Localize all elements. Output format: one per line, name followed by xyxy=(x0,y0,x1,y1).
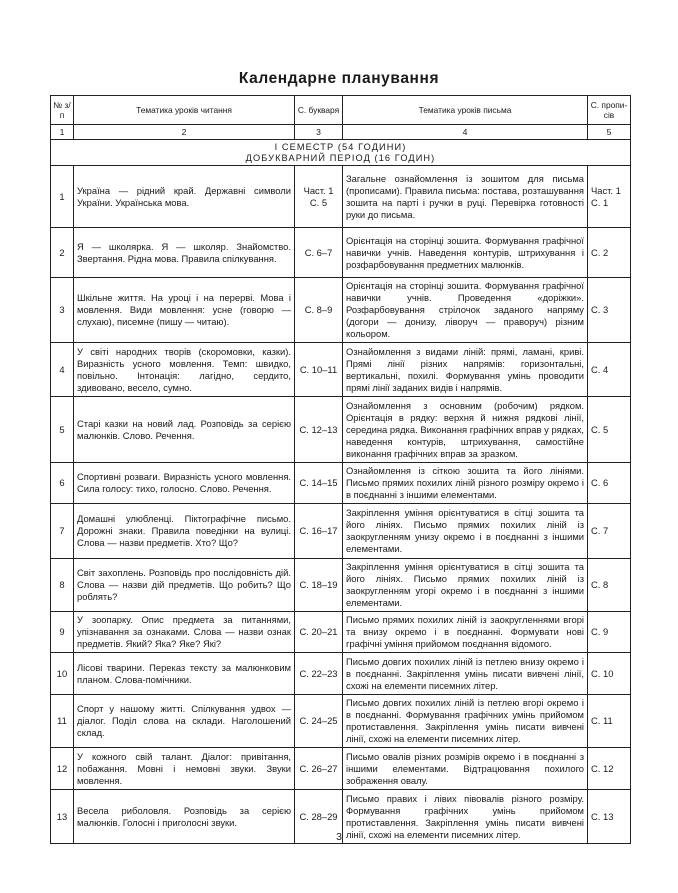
reading-topic: Я — школярка. Я — школяр. Знайомство. Звертання. Рідна мова. Правила спілкування. xyxy=(74,228,295,278)
col-header-primer-page: С. букваря xyxy=(295,96,343,125)
writing-topic: Письмо довгих похилих ліній із петлею вгорі окремо і в поєднанні. Формування графічних умінь прийомом протиставлення. Закріплення умінь писати вивчені лінії, схожі на елементи писемних літер. xyxy=(343,695,588,748)
writing-topic: Письмо правих і лівих півовалів різного розміру. Формування графічних умінь прийомом протиставлення. Закріплення умінь писати вивчені лінії, схожі на елементи писемних літер. xyxy=(343,790,588,844)
lesson-row xyxy=(51,695,631,748)
reading-topic: Домашні улюбленці. Піктографічне письмо. Дорожні знаки. Правила поведінки на вулиці. Слова — назви предметів. Хто? Що? xyxy=(74,504,295,559)
copybook-page: С. 11 xyxy=(588,695,631,748)
column-number: 3 xyxy=(295,125,343,140)
reading-topic: Спорт у нашому житті. Спілкування удвох — діалог. Поділ слова на склади. Наголошений склад. xyxy=(74,695,295,748)
col-header-writing: Тематика уроків письма xyxy=(343,96,588,125)
primer-page: С. 22–23 xyxy=(295,653,343,695)
semester-heading xyxy=(51,140,631,166)
reading-topic: Весела риболовля. Розповідь за серією малюнків. Голосні і приголосні звуки. xyxy=(74,790,295,844)
writing-topic: Письмо овалів різних розмірів окремо і в поєднанні з іншими елементами. Відтрацювання похилого зображення овалу. xyxy=(343,748,588,790)
writing-topic: Орієнтація на сторінці зошита. Формування графічної навички учнів. Наведення контурів, штрихування і розфарбовування предметних малюнків. xyxy=(343,228,588,278)
reading-topic: Світ захоплень. Розповідь про послідовність дій. Слова — назви дій предметів. Що робить? Що роблять? xyxy=(74,559,295,612)
primer-page: С. 24–25 xyxy=(295,695,343,748)
lesson-number: 11 xyxy=(51,695,74,748)
writing-topic: Закріплення уміння орієнтуватися в сітці зошита та його лініях. Письмо прямих похилих ліній із заокругленням угорі окремо і в поєднанні з іншими елементами. xyxy=(343,559,588,612)
period-title: ДОБУКВАРНИЙ ПЕРІОД (16 ГОДИН) xyxy=(245,152,436,163)
lesson-row xyxy=(51,612,631,653)
lesson-number: 7 xyxy=(51,504,74,559)
primer-page: С. 14–15 xyxy=(295,463,343,504)
writing-topic: Орієнтація на сторінці зошита. Формування графічної навички учнів. Проведення «доріжки». Розфарбовування стрілочок заданого напряму (догори — донизу, ліворуч — праворуч) різним кольором. xyxy=(343,278,588,343)
primer-page: С. 28–29 xyxy=(295,790,343,844)
reading-topic: Спортивні розваги. Виразність усного мовлення. Сила голосу: тихо, голосно. Слово. Речення. xyxy=(74,463,295,504)
column-number: 5 xyxy=(588,125,631,140)
lesson-number: 3 xyxy=(51,278,74,343)
writing-topic: Закріплення уміння орієнтуватися в сітці зошита та його лініях. Письмо прямих похилих ліній із заокругленням унизу окремо і в поєднанні з іншими елементами. xyxy=(343,504,588,559)
copybook-page: С. 10 xyxy=(588,653,631,695)
page-title: Календарне планування xyxy=(238,70,440,87)
primer-page: С. 18–19 xyxy=(295,559,343,612)
lesson-row xyxy=(51,463,631,504)
lesson-number: 12 xyxy=(51,748,74,790)
lesson-row xyxy=(51,504,631,559)
writing-topic: Письмо прямих похилих ліній із заокругленнями вгорі та внизу окремо і в поєднанні. Формувати нові графічні уміння прийомом поєднання відомого. xyxy=(343,612,588,653)
copybook-page: Част. 1 С. 1 xyxy=(588,166,631,228)
column-number-row xyxy=(51,125,631,140)
copybook-page: С. 3 xyxy=(588,278,631,343)
reading-topic: У світі народних творів (скоромовки, казки). Виразність усного мовлення. Темп: швидко, повільно. Інтонація: лагідно, сердито, здивовано, весело, сумно. xyxy=(74,343,295,397)
copybook-page: С. 5 xyxy=(588,397,631,463)
lesson-number: 9 xyxy=(51,612,74,653)
lesson-number: 13 xyxy=(51,790,74,844)
lesson-number: 8 xyxy=(51,559,74,612)
reading-topic: У кожного свій талант. Діалог: привітання, побажання. Мовні і немовні звуки. Звуки мовлення. xyxy=(74,748,295,790)
lesson-number: 4 xyxy=(51,343,74,397)
primer-page: Част. 1 С. 5 xyxy=(295,166,343,228)
header-row xyxy=(51,96,631,125)
col-header-copybook-page: С. пропи-сів xyxy=(588,96,631,125)
lesson-number: 10 xyxy=(51,653,74,695)
writing-topic: Письмо довгих похилих ліній із петлею внизу окремо і в поєднанні. Закріплення умінь писати вивчені лінії, схожі на елементи писемних літер. xyxy=(343,653,588,695)
copybook-page: С. 12 xyxy=(588,748,631,790)
lesson-row xyxy=(51,278,631,343)
column-number: 1 xyxy=(51,125,74,140)
copybook-page: С. 9 xyxy=(588,612,631,653)
semester-title: І СЕМЕСТР (54 ГОДИНИ) xyxy=(274,142,407,152)
copybook-page: С. 8 xyxy=(588,559,631,612)
reading-topic: Старі казки на новий лад. Розповідь за серією малюнків. Слово. Речення. xyxy=(74,397,295,463)
reading-topic: У зоопарку. Опис предмета за питаннями, упізнавання за ознаками. Слова — назви ознак предметів. Який? Яка? Яке? Які? xyxy=(74,612,295,653)
writing-topic: Ознайомлення із сіткою зошита та його лініями. Письмо прямих похилих ліній різного розміру окремо і в поєднанні з іншими елементами. xyxy=(343,463,588,504)
planning-table xyxy=(50,95,631,844)
primer-page: С. 10–11 xyxy=(295,343,343,397)
primer-page: С. 20–21 xyxy=(295,612,343,653)
writing-topic: Ознайомлення з видами ліній: прямі, ламані, криві. Прямі лінії різних напрямів: горизонтальні, вертикальні, похилі. Формування умінь проводити прямі лінії заданих видів і напрямів. xyxy=(343,343,588,397)
col-header-reading: Тематика уроків читання xyxy=(74,96,295,125)
writing-topic: Загальне ознайомлення із зошитом для письма (прописами). Правила письма: постава, розташування зошита на парті і ручки в руці. Перевірка готовності руки до письма. xyxy=(343,166,588,228)
primer-page: С. 26–27 xyxy=(295,748,343,790)
copybook-page: С. 4 xyxy=(588,343,631,397)
primer-page: С. 16–17 xyxy=(295,504,343,559)
lesson-row xyxy=(51,166,631,228)
lesson-number: 1 xyxy=(51,166,74,228)
page-number: 3 xyxy=(336,831,342,843)
column-number: 2 xyxy=(74,125,295,140)
primer-page: С. 12–13 xyxy=(295,397,343,463)
copybook-page: С. 7 xyxy=(588,504,631,559)
copybook-page: С. 13 xyxy=(588,790,631,844)
lesson-row xyxy=(51,397,631,463)
lesson-row xyxy=(51,653,631,695)
writing-topic: Ознайомлення з основним (робочим) рядком. Орієнтація в рядку: верхня й нижня рядкові лінії, середина рядка. Виконання графічних вправ у рядках, наведення контурів, штрихування, самостійне виконання графічних вправ за зразком. xyxy=(343,397,588,463)
lesson-number: 5 xyxy=(51,397,74,463)
reading-topic: Шкільне життя. На уроці і на перерві. Мова і мовлення. Види мовлення: усне (говорю — слухаю), писемне (пишу — читаю). xyxy=(74,278,295,343)
copybook-page: С. 6 xyxy=(588,463,631,504)
lesson-number: 2 xyxy=(51,228,74,278)
column-number: 4 xyxy=(343,125,588,140)
lesson-row xyxy=(51,228,631,278)
lesson-row xyxy=(51,559,631,612)
lesson-row xyxy=(51,343,631,397)
primer-page: С. 6–7 xyxy=(295,228,343,278)
primer-page: С. 8–9 xyxy=(295,278,343,343)
reading-topic: Лісові тварини. Переказ тексту за малюнковим планом. Слова-помічники. xyxy=(74,653,295,695)
reading-topic: Україна — рідний край. Державні символи України. Українська мова. xyxy=(74,166,295,228)
semester-row xyxy=(51,140,631,166)
copybook-page: С. 2 xyxy=(588,228,631,278)
lesson-number: 6 xyxy=(51,463,74,504)
lesson-row xyxy=(51,748,631,790)
col-header-num: № з/п xyxy=(51,96,74,125)
